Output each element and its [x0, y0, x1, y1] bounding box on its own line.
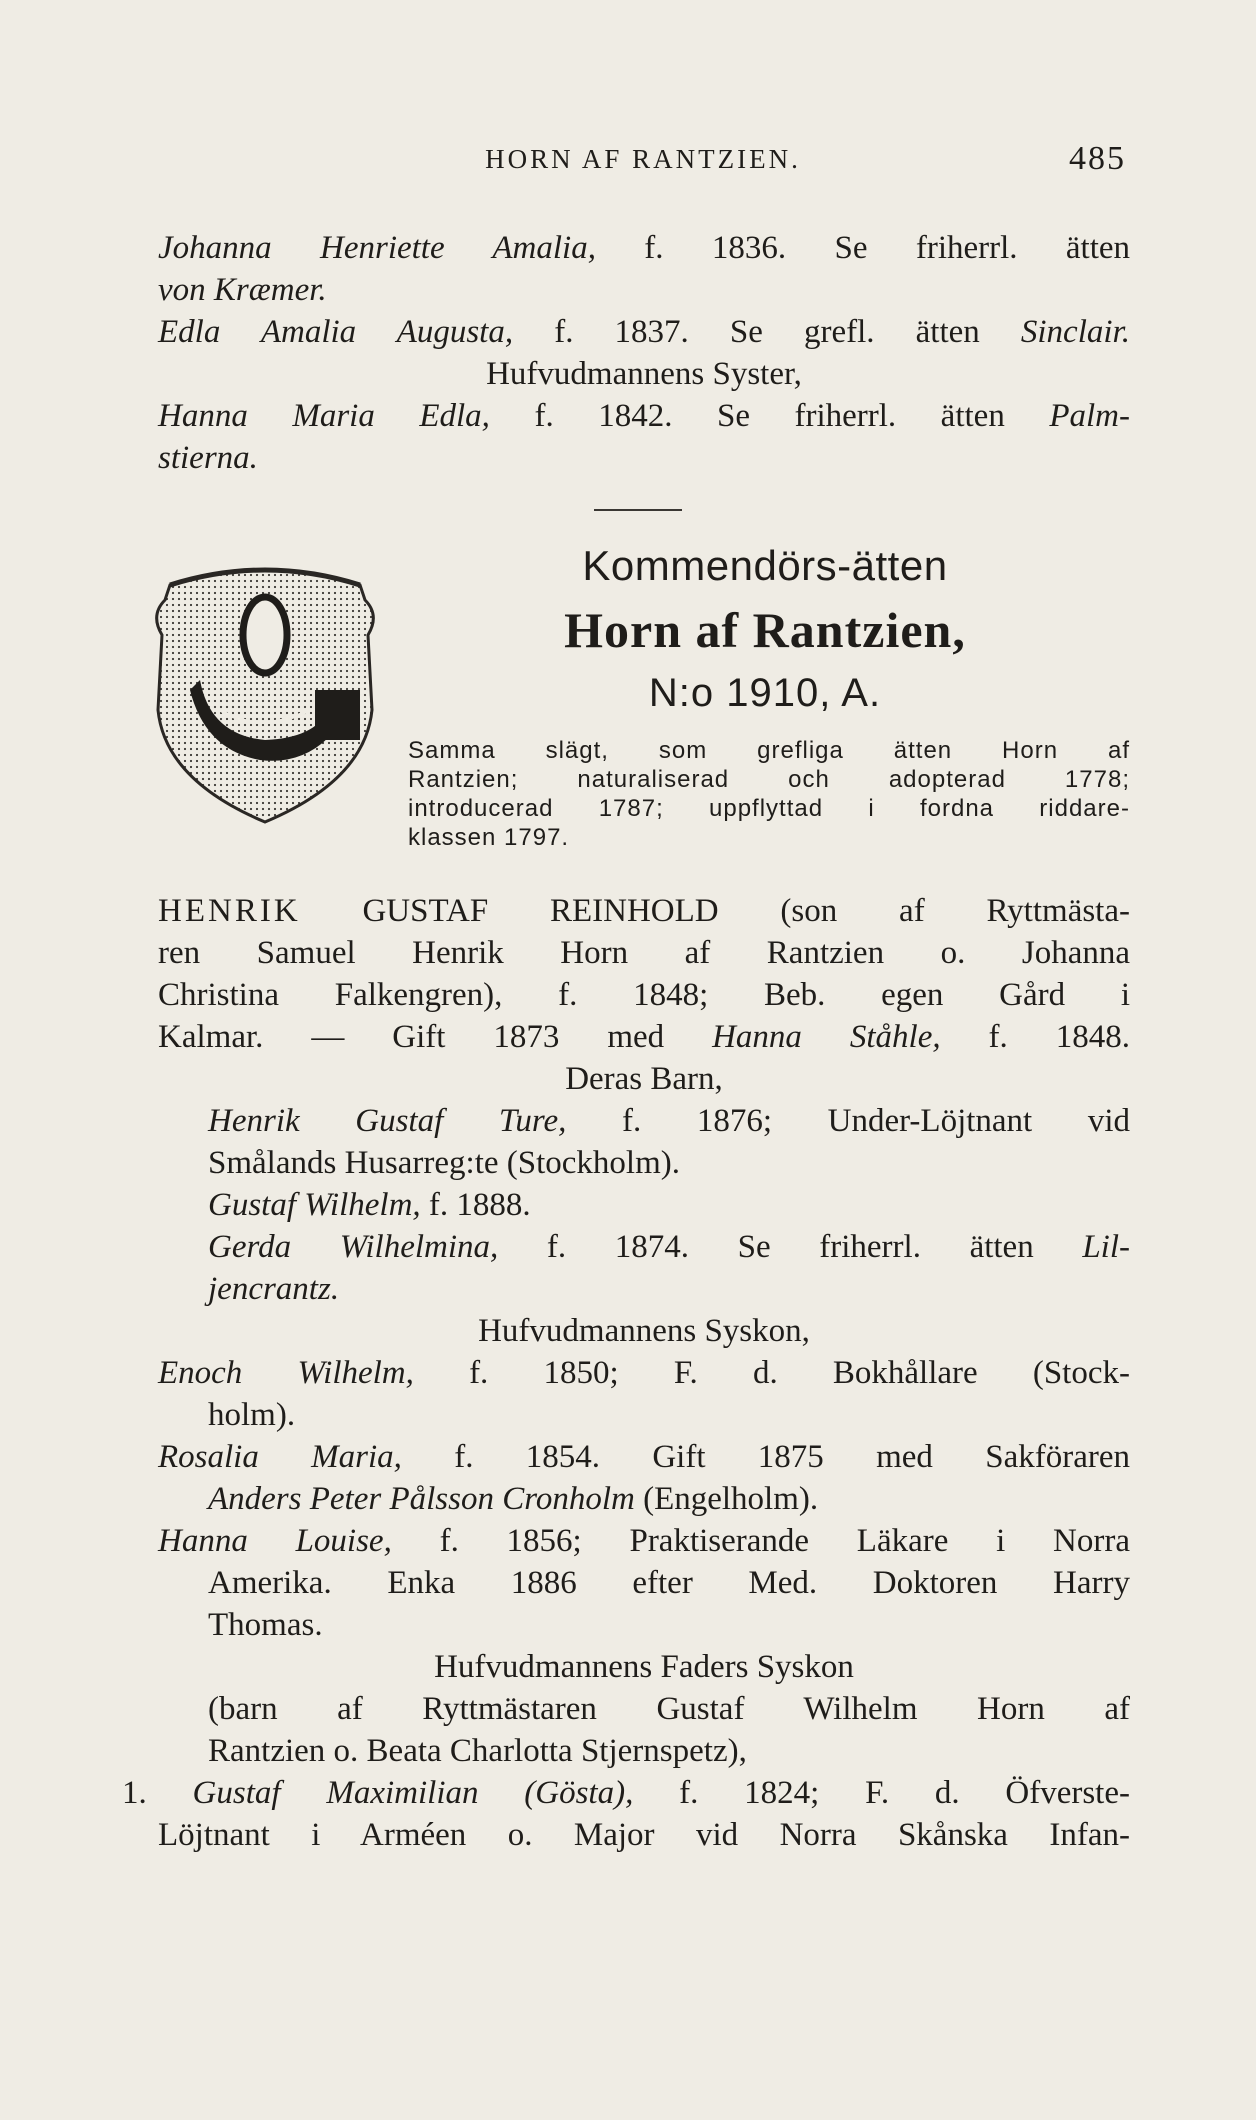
text-line [158, 1142, 1130, 1184]
text-line [158, 974, 1130, 1016]
header-title: HORN AF RANTZIEN. [485, 144, 801, 174]
text-run: f. 1888. [420, 1187, 531, 1223]
spaced-name: HENRIK [158, 893, 301, 929]
note-line: klassen 1797. [408, 824, 570, 851]
page-number: 485 [1069, 140, 1126, 177]
text-run: f. 1850; F. d. Bokhållare (Stock- [413, 1355, 1130, 1391]
italic-name: Lil- [1082, 1229, 1131, 1265]
text-line [158, 437, 1130, 479]
family-number: N:o 1910, A. [648, 671, 882, 715]
text-line [158, 311, 1130, 353]
text-line [158, 395, 1130, 437]
text-line [158, 1100, 1130, 1142]
italic-name: von Kræmer. [158, 272, 327, 308]
italic-name: Sinclair. [1020, 314, 1130, 350]
text-line [158, 1268, 1130, 1310]
text-block-top [158, 227, 1130, 479]
text-run: Smålands Husarreg:te (Stockholm). [208, 1145, 680, 1181]
text-run: Hufvudmannens Faders Syskon [434, 1649, 854, 1685]
italic-name: stierna. [158, 440, 258, 476]
text-line [158, 932, 1130, 974]
note-line: Samma slägt, som grefliga ätten Horn af [408, 737, 1130, 764]
text-line [158, 1520, 1130, 1562]
text-line [158, 1730, 1130, 1772]
running-header [160, 140, 1126, 180]
coat-of-arms [140, 560, 390, 830]
section-divider [594, 509, 682, 511]
text-block-main [122, 890, 1131, 1856]
italic-name: Rosalia Maria, [158, 1439, 402, 1475]
italic-name: Edla Amalia Augusta, [158, 314, 514, 350]
text-line [158, 1394, 1130, 1436]
text-run: Christina Falkengren), f. 1848; Beb. egen Gård i [158, 977, 1130, 1013]
text-line [158, 1016, 1130, 1058]
text-run: f. 1824; F. d. Öfverste- [633, 1775, 1130, 1811]
text-run: f. 1874. Se friherrl. ätten [498, 1229, 1083, 1265]
italic-name: Anders Peter Pålsson Cronholm [208, 1481, 635, 1517]
section-kind: Kommendörs-ätten [582, 542, 948, 589]
text-run: f. 1836. Se friherrl. ätten [595, 230, 1131, 266]
text-run: Rantzien o. Beata Charlotta Stjernspetz), [208, 1733, 747, 1769]
text-line [158, 269, 1130, 311]
text-run: f. 1837. Se grefl. ätten [513, 314, 1021, 350]
text-line [158, 1226, 1130, 1268]
text-line [158, 1562, 1130, 1604]
text-line [158, 1814, 1130, 1856]
italic-name: Gustaf Maximilian (Gösta), [192, 1775, 634, 1811]
text-run: Deras Barn, [565, 1061, 723, 1097]
text-line [158, 1184, 1130, 1226]
text-line [158, 1604, 1130, 1646]
note-line: Rantzien; naturaliserad och adopterad 1778; [408, 766, 1130, 793]
text-line [158, 1310, 1130, 1352]
italic-name: Palm- [1049, 398, 1130, 434]
italic-name: Henrik Gustaf Ture, [208, 1103, 567, 1139]
text-run: f. 1876; Under-Löjtnant vid [566, 1103, 1130, 1139]
text-run: (barn af Ryttmästaren Gustaf Wilhelm Horn af [208, 1691, 1130, 1727]
text-line [158, 1478, 1130, 1520]
italic-name: Hanna Louise, [158, 1523, 392, 1559]
note-line: introducerad 1787; uppflyttad i fordna riddare- [408, 795, 1130, 822]
italic-name: Gerda Wilhelmina, [208, 1229, 499, 1265]
text-line [158, 1688, 1130, 1730]
text-run: Hufvudmannens Syster, [486, 356, 802, 392]
text-run: f. 1854. Gift 1875 med Sakföraren [401, 1439, 1130, 1475]
text-run: Amerika. Enka 1886 efter Med. Doktoren Harry [208, 1565, 1130, 1601]
text-line [122, 1772, 1130, 1814]
text-run: f. 1856; Praktiserande Läkare i Norra [391, 1523, 1130, 1559]
text-line [158, 227, 1130, 269]
italic-name: Enoch Wilhelm, [158, 1355, 414, 1391]
text-run: ren Samuel Henrik Horn af Rantzien o. Johanna [158, 935, 1130, 971]
italic-name: Hanna Maria Edla, [158, 398, 490, 434]
text-run: Hufvudmannens Syskon, [478, 1313, 810, 1349]
text-run: (Engelholm). [634, 1481, 819, 1517]
text-line [158, 1436, 1130, 1478]
italic-name: Gustaf Wilhelm, [208, 1187, 421, 1223]
italic-name: Johanna Henriette Amalia, [158, 230, 596, 266]
text-run: Löjtnant i Arméen o. Major vid Norra Skånska Infan- [158, 1817, 1130, 1853]
text-run: 1. [122, 1775, 193, 1811]
italic-name: Hanna Ståhle, [712, 1019, 941, 1055]
text-run: holm). [208, 1397, 296, 1433]
family-name: Horn af Rantzien, [564, 602, 966, 658]
text-run: GUSTAF REINHOLD (son af Ryttmästa- [300, 893, 1130, 929]
italic-name: jencrantz. [208, 1271, 340, 1307]
text-line [158, 890, 1130, 932]
text-line [158, 1646, 1130, 1688]
text-run: Kalmar. — Gift 1873 med [158, 1019, 713, 1055]
text-run: f. 1848. [940, 1019, 1130, 1055]
text-line [158, 1352, 1130, 1394]
text-line [158, 353, 1130, 395]
text-run: Thomas. [208, 1607, 323, 1643]
family-note [408, 736, 1130, 852]
text-line [158, 1058, 1130, 1100]
text-run: f. 1842. Se friherrl. ätten [489, 398, 1050, 434]
